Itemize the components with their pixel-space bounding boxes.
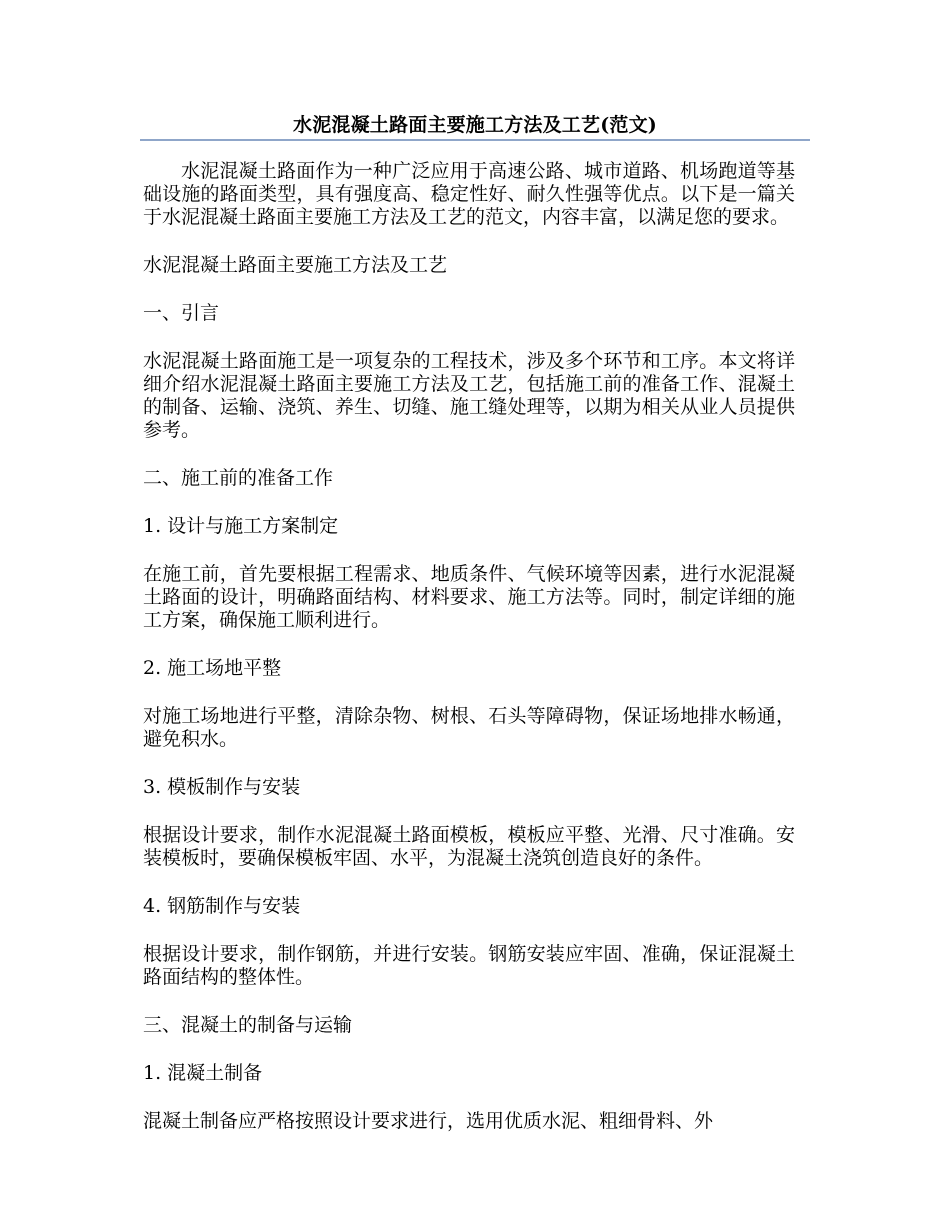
- subsection-heading: 4. 钢筋制作与安装: [143, 895, 301, 917]
- subsection-heading: 2. 施工场地平整: [143, 657, 282, 679]
- paragraph: 在施工前，首先要根据工程需求、地质条件、气候环境等因素，进行水泥混凝土路面的设计，明确路面结构、材料要求、施工方法等。同时，制定详细的施工方案，确保施工顺利进行。: [143, 563, 795, 631]
- subsection-heading: 3. 模板制作与安装: [143, 776, 301, 798]
- section-heading-1: 一、引言: [143, 302, 220, 324]
- subsection-heading: 1. 混凝土制备: [143, 1062, 263, 1084]
- paragraph: 混凝土制备应严格按照设计要求进行，选用优质水泥、粗细骨料、外: [143, 1110, 714, 1132]
- document-body: [143, 160, 795, 1158]
- title-divider: [140, 139, 810, 141]
- document-title: 水泥混凝土路面主要施工方法及工艺(范文): [293, 114, 657, 136]
- subsection-heading: 1. 设计与施工方案制定: [143, 515, 339, 537]
- section-heading-2: 二、施工前的准备工作: [143, 467, 334, 489]
- intro-paragraph: 水泥混凝土路面作为一种广泛应用于高速公路、城市道路、机场跑道等基础设施的路面类型，具有强度高、稳定性好、耐久性强等优点。以下是一篇关于水泥混凝土路面主要施工方法及工艺的范文，内容丰富，以满足您的要求。: [143, 160, 795, 228]
- paragraph: 对施工场地进行平整，清除杂物、树根、石头等障碍物，保证场地排水畅通，避免积水。: [143, 705, 795, 750]
- subtitle-heading: 水泥混凝土路面主要施工方法及工艺: [143, 254, 448, 276]
- paragraph: 水泥混凝土路面施工是一项复杂的工程技术，涉及多个环节和工序。本文将详细介绍水泥混凝土路面主要施工方法及工艺，包括施工前的准备工作、混凝土的制备、运输、浇筑、养生、切缝、施工缝处理等，以期为相关从业人员提供参考。: [143, 350, 795, 441]
- section-heading-3: 三、混凝土的制备与运输: [143, 1014, 353, 1036]
- paragraph: 根据设计要求，制作钢筋，并进行安装。钢筋安装应牢固、准确，保证混凝土路面结构的整体性。: [143, 943, 795, 988]
- paragraph: 根据设计要求，制作水泥混凝土路面模板，模板应平整、光滑、尺寸准确。安装模板时，要确保模板牢固、水平，为混凝土浇筑创造良好的条件。: [143, 824, 795, 869]
